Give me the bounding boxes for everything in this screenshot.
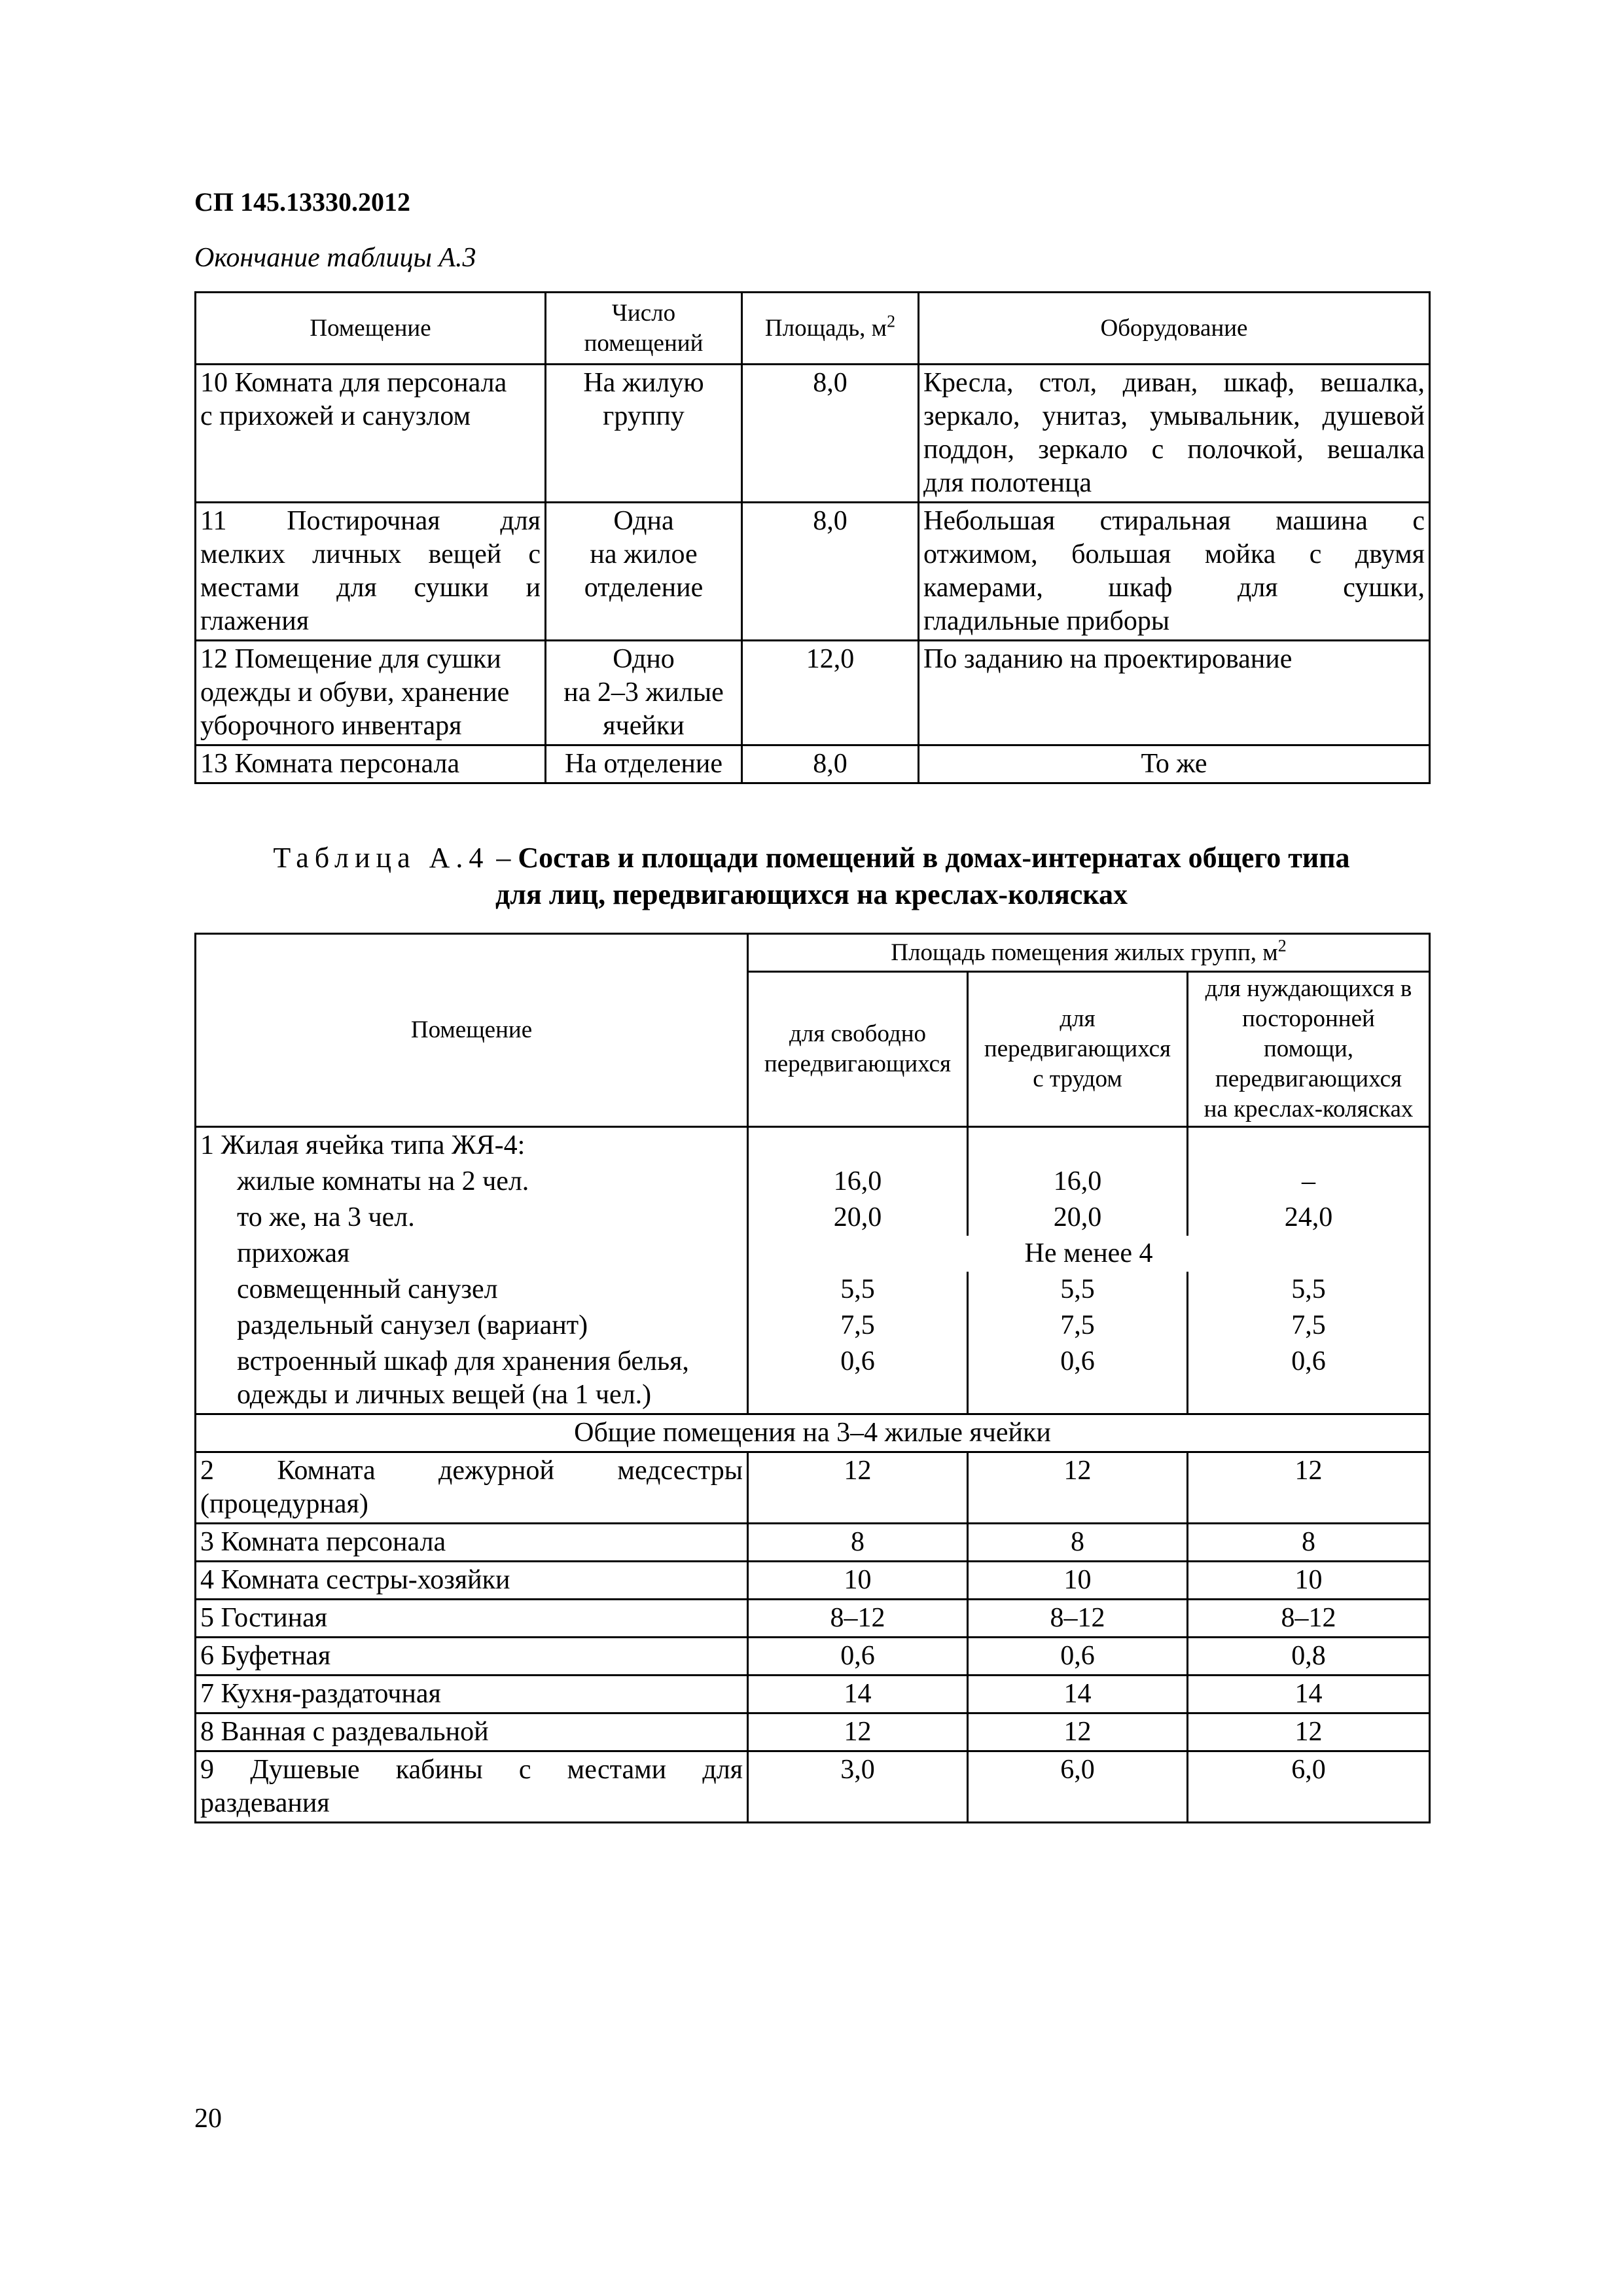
table-row xyxy=(196,1638,1430,1676)
value-cell: 12 xyxy=(748,1452,968,1524)
col-header-count: Число помещений xyxy=(546,293,742,365)
room-cell: 2 Комната дежурной медсестры (процедурная) xyxy=(196,1452,748,1524)
table-row xyxy=(196,1308,1430,1344)
value-cell: 20,0 xyxy=(968,1200,1188,1236)
table-row xyxy=(196,1676,1430,1713)
value-cell: 0,6 xyxy=(968,1344,1188,1414)
table-row xyxy=(196,1751,1430,1823)
value-cell: 10 xyxy=(1188,1562,1430,1600)
value-cell: 7,5 xyxy=(748,1308,968,1344)
col-header-room: Помещение xyxy=(196,293,546,365)
room-cell: 13 Комната персонала xyxy=(196,745,546,783)
room-cell: совмещенный санузел xyxy=(196,1272,748,1308)
value-cell: 7,5 xyxy=(1188,1308,1430,1344)
count-cell: Одна на жилое отделение xyxy=(546,503,742,641)
value-cell: 20,0 xyxy=(748,1200,968,1236)
col-header-area: Площадь, $м^2$ xyxy=(742,293,919,365)
room-cell: 3 Комната персонала xyxy=(196,1524,748,1562)
value-cell: 0,8 xyxy=(1188,1638,1430,1676)
value-cell: 8 xyxy=(748,1524,968,1562)
room-cell: 6 Буфетная xyxy=(196,1638,748,1676)
merged-value-cell: Не менее 4 xyxy=(748,1236,1430,1272)
table-header-row xyxy=(196,293,1430,365)
col-group-header-area: Площадь помещения жилых групп, $м^2$ xyxy=(748,934,1430,972)
value-cell: – xyxy=(1188,1164,1430,1200)
value-cell: 12 xyxy=(1188,1713,1430,1751)
equipment-cell: Небольшая стиральная машина с отжимом, большая мойка с двумя камерами, шкаф для сушки, гладильные приборы xyxy=(919,503,1430,641)
table-row xyxy=(196,1236,1430,1272)
value-cell: 14 xyxy=(748,1676,968,1713)
room-cell: 12 Помещение для сушки одежды и обуви, хранение уборочного инвентаря xyxy=(196,641,546,745)
table-row xyxy=(196,1164,1430,1200)
common-rooms-header: Общие помещения на 3–4 жилые ячейки xyxy=(196,1414,1430,1452)
value-cell: 8–12 xyxy=(1188,1600,1430,1638)
count-cell: Одно на 2–3 жилые ячейки xyxy=(546,641,742,745)
value-cell: 3,0 xyxy=(748,1751,968,1823)
table-row xyxy=(196,1344,1430,1414)
table-a4-title: Таблица А.4 – Состав и площади помещений в домах-интернатах общего типа для лиц, передвигающихся на креслах-колясках xyxy=(273,842,1350,910)
room-cell: встроенный шкаф для хранения белья, одежды и личных вещей (на 1 чел.) xyxy=(196,1344,748,1414)
value-cell: 6,0 xyxy=(1188,1751,1430,1823)
col-header-wheelchair: для нуждающихся в посторонней помощи, передвигающихся на креслах-колясках xyxy=(1188,972,1430,1127)
value-cell: 12 xyxy=(1188,1452,1430,1524)
group-title-cell: 1 Жилая ячейка типа ЖЯ-4: xyxy=(196,1127,748,1164)
table-row xyxy=(196,1452,1430,1524)
table-a4 xyxy=(194,933,1431,1823)
area-cell: 12,0 xyxy=(742,641,919,745)
value-cell: 10 xyxy=(748,1562,968,1600)
table-row xyxy=(196,1562,1430,1600)
value-cell: 12 xyxy=(748,1713,968,1751)
table-row xyxy=(196,1600,1430,1638)
value-cell: 16,0 xyxy=(968,1164,1188,1200)
value-cell: 0,6 xyxy=(748,1638,968,1676)
col-header-equipment: Оборудование xyxy=(919,293,1430,365)
value-cell: 24,0 xyxy=(1188,1200,1430,1236)
document-code: СП 145.13330.2012 xyxy=(194,187,410,217)
table-row xyxy=(196,1200,1430,1236)
equipment-cell: Кресла, стол, диван, шкаф, вешалка, зеркало, унитаз, умывальник, душевой поддон, зеркало с полочкой, вешалка для полотенца xyxy=(919,365,1430,503)
value-cell: 14 xyxy=(968,1676,1188,1713)
table-a4-title-line2: для лиц, передвигающихся на креслах-колясках xyxy=(495,878,1128,910)
page-number: 20 xyxy=(194,2104,222,2134)
room-cell: 9 Душевые кабины с местами для раздевания xyxy=(196,1751,748,1823)
value-cell: 14 xyxy=(1188,1676,1430,1713)
count-cell: На жилую группу xyxy=(546,365,742,503)
value-cell: 5,5 xyxy=(748,1272,968,1308)
value-cell: 5,5 xyxy=(1188,1272,1430,1308)
value-cell: 7,5 xyxy=(968,1308,1188,1344)
value-cell: 5,5 xyxy=(968,1272,1188,1308)
table-section-row xyxy=(196,1414,1430,1452)
table-row xyxy=(196,503,1430,641)
value-cell: 0,6 xyxy=(1188,1344,1430,1414)
room-cell: 4 Комната сестры-хозяйки xyxy=(196,1562,748,1600)
area-cell: 8,0 xyxy=(742,365,919,503)
col-header-free-movement: для свободно передвигающихся xyxy=(748,972,968,1127)
room-cell: 11 Постирочная для мелких личных вещей с местами для сушки и глажения xyxy=(196,503,546,641)
equipment-cell: По заданию на проектирование xyxy=(919,641,1430,745)
room-cell: 7 Кухня-раздаточная xyxy=(196,1676,748,1713)
col-header-difficult-movement: для передвигающихся с трудом xyxy=(968,972,1188,1127)
value-cell: 16,0 xyxy=(748,1164,968,1200)
equipment-cell: То же xyxy=(919,745,1430,783)
value-cell: 8 xyxy=(968,1524,1188,1562)
value-cell: 0,6 xyxy=(968,1638,1188,1676)
table-row xyxy=(196,1524,1430,1562)
col-header-room: Помещение xyxy=(196,934,748,1127)
value-cell: 6,0 xyxy=(968,1751,1188,1823)
room-cell: жилые комнаты на 2 чел. xyxy=(196,1164,748,1200)
table-a4-label: Таблица А.4 xyxy=(273,842,490,874)
room-cell: раздельный санузел (вариант) xyxy=(196,1308,748,1344)
table-a3 xyxy=(194,291,1431,784)
room-cell: то же, на 3 чел. xyxy=(196,1200,748,1236)
table-row xyxy=(196,1272,1430,1308)
table-a4-title-line1: Состав и площади помещений в домах-интернатах общего типа xyxy=(518,842,1350,874)
value-cell: 8–12 xyxy=(968,1600,1188,1638)
value-cell: 0,6 xyxy=(748,1344,968,1414)
value-cell: 12 xyxy=(968,1713,1188,1751)
room-cell: 8 Ванная с раздевальной xyxy=(196,1713,748,1751)
room-cell: 10 Комната для персонала с прихожей и санузлом xyxy=(196,365,546,503)
value-cell: 8–12 xyxy=(748,1600,968,1638)
room-cell: 5 Гостиная xyxy=(196,1600,748,1638)
table-row xyxy=(196,1127,1430,1164)
room-cell: прихожая xyxy=(196,1236,748,1272)
value-cell: 8 xyxy=(1188,1524,1430,1562)
count-cell: На отделение xyxy=(546,745,742,783)
area-cell: 8,0 xyxy=(742,745,919,783)
area-cell: 8,0 xyxy=(742,503,919,641)
table-row xyxy=(196,365,1430,503)
value-cell: 12 xyxy=(968,1452,1188,1524)
value-cell: 10 xyxy=(968,1562,1188,1600)
table-row xyxy=(196,745,1430,783)
table-row xyxy=(196,641,1430,745)
table-header-row xyxy=(196,934,1430,972)
table-row xyxy=(196,1713,1430,1751)
table-continuation-caption: Окончание таблицы А.3 xyxy=(194,243,476,273)
